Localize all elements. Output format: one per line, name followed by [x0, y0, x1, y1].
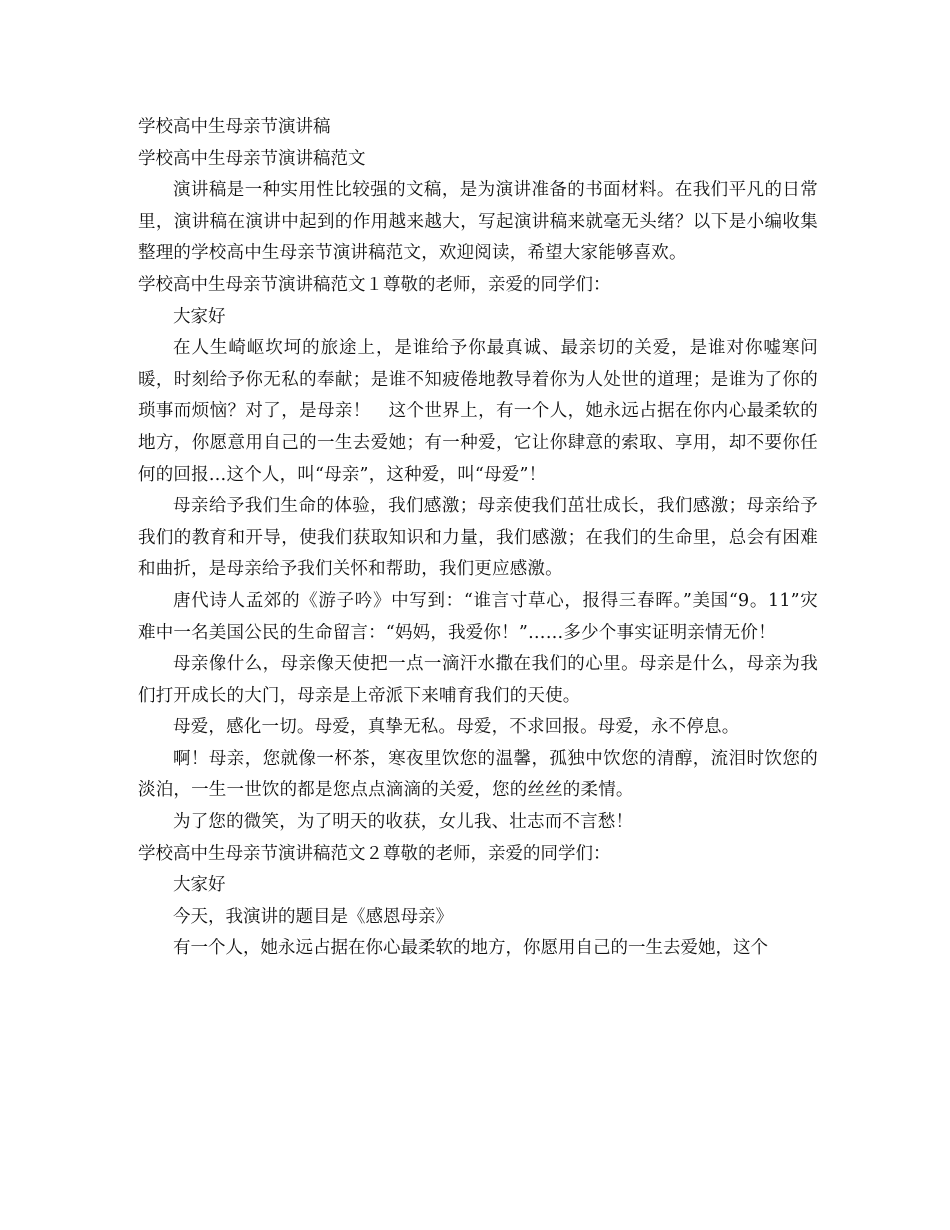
section-2-heading: 学校高中生母亲节演讲稿范文２尊敬的老师，亲爱的同学们：	[138, 843, 611, 864]
section-1-paragraph-3: 唐代诗人孟郊的《游子吟》中写到：“谁言寸草心，报得三春晖。”美国“9。11”灾难中一名美国公民的生命留言：“妈妈，我爱你！”……多少个事实证明亲情无价！	[138, 590, 818, 643]
section-1-paragraph-6: 啊！母亲，您就像一杯茶，寒夜里饮您的温馨，孤独中饮您的清醇，流泪时饮您的淡泊，一生一世饮的都是您点点滴滴的关爱，您的丝丝的柔情。	[138, 748, 818, 801]
section-2-paragraph-2: 有一个人，她永远占据在你心最柔软的地方，你愿用自己的一生去爱她，这个	[173, 938, 768, 959]
section-1-paragraph-4: 母亲像什么，母亲像天使把一点一滴汗水撒在我们的心里。母亲是什么，母亲为我们打开成长的大门，母亲是上帝派下来哺育我们的天使。	[138, 654, 818, 706]
document-title: 学校高中生母亲节演讲稿	[138, 117, 331, 137]
section-2-greeting: 大家好	[173, 875, 226, 896]
section-1-greeting: 大家好	[173, 306, 226, 327]
document-subtitle: 学校高中生母亲节演讲稿范文	[138, 148, 366, 169]
section-1-heading: 学校高中生母亲节演讲稿范文１尊敬的老师，亲爱的同学们：	[138, 274, 611, 295]
document-page	[138, 112, 818, 965]
intro-paragraph: 演讲稿是一种实用性比较强的文稿，是为演讲准备的书面材料。在我们平凡的日常里，演讲稿在演讲中起到的作用越来越大，写起演讲稿来就毫无头绪？以下是小编收集整理的学校高中生母亲节演讲稿范文，欢迎阅读，希望大家能够喜欢。	[138, 180, 818, 264]
section-1-paragraph-7: 为了您的微笑，为了明天的收获，女儿我、壮志而不言愁！	[173, 812, 634, 833]
section-1-paragraph-1: 在人生崎岖坎坷的旅途上，是谁给予你最真诚、最亲切的关爱，是谁对你嘘寒问暖，时刻给予你无私的奉献；是谁不知疲倦地教导着你为人处世的道理；是谁为了你的琐事而烦恼？对了，是母亲！ 这个世界上，有一个人，她永远占据在你内心最柔软的地方，你愿意用自己的一生去爱她；有一种爱，它让你肆意的索取、享用，却不要你任何的回报…这个人，叫“母亲”，这种爱，叫“母爱”！	[138, 338, 818, 485]
section-1-paragraph-5: 母爱，感化一切。母爱，真挚无私。母爱，不求回报。母爱，永不停息。	[173, 717, 740, 738]
section-1-paragraph-2: 母亲给予我们生命的体验，我们感激；母亲使我们茁壮成长，我们感激；母亲给予我们的教育和开导，使我们获取知识和力量，我们感激；在我们的生命里，总会有困难和曲折，是母亲给予我们关怀和帮助，我们更应感激。	[138, 496, 818, 580]
section-2-paragraph-1: 今天，我演讲的题目是《感恩母亲》	[173, 906, 453, 927]
